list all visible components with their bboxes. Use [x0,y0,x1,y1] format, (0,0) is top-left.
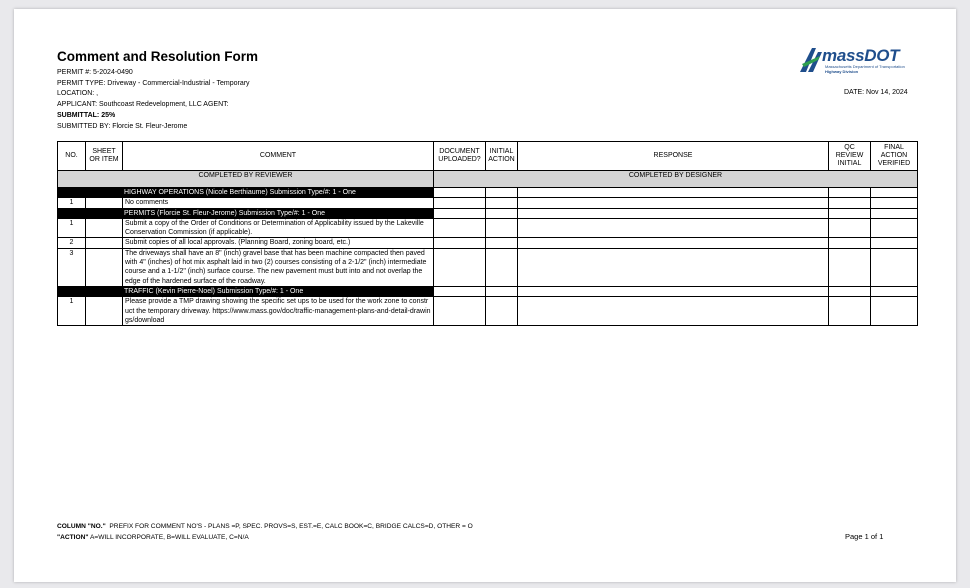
page-number: Page 1 of 1 [845,532,884,541]
footer-legend [57,521,473,543]
submittal: SUBMITTAL: 25% [57,111,116,119]
logo-subtitle: Massachusetts Department of Transportation [825,64,905,69]
table-row [58,248,918,286]
applicant: APPLICANT: Southcoast Redevelopment, LLC AGENT: [57,101,229,109]
col-no: NO. [58,142,86,171]
permit-type: PERMIT TYPE: Driveway - Commercial-Industrial - Temporary [57,79,250,87]
col-document-uploaded: DOCUMENT UPLOADED? [434,142,486,171]
table-row [58,218,918,238]
section-title: PERMITS (Florcie St. Fleur-Jerome) Submission Type/#: 1 - One [58,208,434,218]
completed-by-designer: COMPLETED BY DESIGNER [434,171,918,188]
row-comment: The driveways shall have an 8" (inch) gravel base that has been machine compacted then paved with 4" (inches) of hot mix asphalt laid in two (2) courses consisting of a 2-1/2" (inch) intermediate course and a 1-1/2" (inch) surface course. The new pavement must butt into and not overlap the edge of the hardened surface of the roadway. [123,248,434,286]
row-comment: Please provide a TMP drawing showing the specific set ups to be used for the work zone to construct the temporary driveway. https://www.mass.gov/doc/traffic-management-plans-and-detail-drawings/download [123,297,434,326]
logo-division: Highway Division [825,69,859,74]
logo-wordmark: massDOT [822,46,900,65]
col-qc-review: QC REVIEW INITIAL [829,142,871,171]
table-row [58,297,918,326]
form-title: Comment and Resolution Form [57,49,259,64]
section-header-row [58,208,918,218]
table-row [58,198,918,208]
section-title: HIGHWAY OPERATIONS (Nicole Berthiaume) Submission Type/#: 1 - One [58,188,434,198]
form-date: DATE: Nov 14, 2024 [844,89,908,96]
permit-number: PERMIT #: 5-2024-0490 [57,69,133,76]
massdot-logo [798,46,918,76]
comment-table [57,141,918,326]
legend-no-label: COLUMN "NO." [57,523,106,530]
legend-no-text: PREFIX FOR COMMENT NO'S - PLANS =P, SPEC. PROVS=S, EST.=E, CALC BOOK=C, BRIDGE CALCS=D, OTHER = O [105,523,473,530]
document-page [14,9,956,582]
row-comment: Submit copies of all local approvals. (Planning Board, zoning board, etc.) [123,238,434,248]
row-no: 1 [58,297,86,326]
massdot-arrow-icon [798,46,824,74]
row-no: 3 [58,248,86,286]
row-no: 2 [58,238,86,248]
location: LOCATION: , [57,90,99,98]
row-comment: No comments [123,198,434,208]
col-response: RESPONSE [518,142,829,171]
row-no: 1 [58,218,86,238]
col-initial-action: INITIAL ACTION [486,142,518,171]
col-comment: COMMENT [123,142,434,171]
legend-action-label: "ACTION" [57,534,89,541]
col-sheet: SHEET OR ITEM [86,142,123,171]
section-header-row [58,188,918,198]
header-row [58,142,918,171]
submitted-by: SUBMITTED BY: Florcie St. Fleur-Jerome [57,122,188,130]
row-no: 1 [58,198,86,208]
completed-by-row [58,171,918,188]
section-title: TRAFFIC (Kevin Pierre-Noel) Submission Type/#: 1 - One [58,286,434,296]
table-row [58,238,918,248]
col-final-action: FINAL ACTION VERIFIED [871,142,918,171]
legend-action-text: A=WILL INCORPORATE, B=WILL EVALUATE, C=N/A [88,534,249,541]
row-comment: Submit a copy of the Order of Conditions or Determination of Applicability issued by the Lakeville Conservation Commission (if applicable). [123,218,434,238]
completed-by-reviewer: COMPLETED BY REVIEWER [58,171,434,188]
section-header-row [58,286,918,296]
permit-metadata [57,68,250,132]
